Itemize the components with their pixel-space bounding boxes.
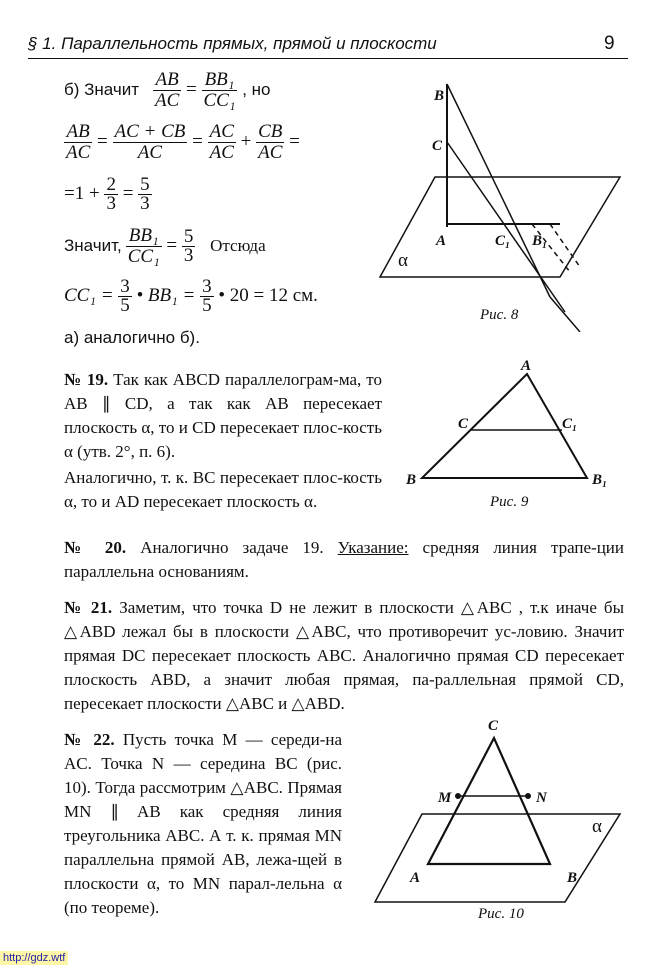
page-number: 9 — [604, 33, 615, 54]
fig10-label-n: N — [536, 790, 547, 806]
problem-21-number: № 21. — [64, 598, 113, 617]
figure-9 — [402, 360, 622, 495]
solution-b-equation: $\frac{AB}{AC}$ = $\frac{AC + CB}{AC}$ = $\frac{AC}{AC}$ + $\frac{CB}{AC}$ = — [66, 121, 300, 163]
fraction-bb1-cc1: $\frac{\text{BB₁}}{\text{CC₁}}$ — [203, 69, 236, 111]
fig8-label-c: C — [432, 138, 443, 154]
fig9-label-b1: B₁ — [592, 472, 608, 488]
fig9-label-a: A — [521, 360, 532, 374]
problem-19-text1: Так как ABCD параллелограм-ма, то AB ∥ CD, а так как AB пересекает плоскость α, то и CD пересекает плос-кость α (утв. 2°, п. 6). — [64, 370, 382, 461]
problem-22-number: № 22. — [64, 730, 115, 749]
solution-a-text: а) аналогично б). — [64, 328, 200, 347]
fig8-dashed-2 — [550, 224, 580, 267]
fraction-bb1-cc1-2: $\frac{\text{BB₁}}{\text{CC₁}}$ — [127, 225, 160, 267]
fraction-5-3-b: $\frac{5}{3}$ — [183, 226, 194, 266]
fig8-label-alpha: α — [398, 250, 408, 271]
fig10-label-m: M — [438, 790, 452, 806]
fraction-3-5: $\frac{3}{5}$ — [120, 276, 130, 316]
fig8-label-a: A — [436, 233, 447, 249]
solution-b-line1: б) Значит $\frac{AB}{AC}$ = $\frac{\text{BB₁}}{\text{CC₁}}$ , но — [64, 69, 271, 111]
fig10-label-c: C — [488, 718, 499, 734]
fig10-point-m — [455, 793, 461, 799]
fig10-label-b: B — [567, 870, 578, 886]
figure-8 — [370, 72, 630, 332]
fig8-label-b1: B₁ — [532, 233, 548, 249]
fraction-5-3: $\frac{5}{3}$ — [140, 174, 150, 214]
problem-19 — [64, 368, 382, 464]
problem-20-number: № 20. — [64, 538, 127, 557]
fig10-label-alpha: α — [592, 816, 602, 837]
fraction-acplcb-ac: $\frac{AC + CB}{AC}$ — [114, 121, 186, 163]
fraction-ab-ac: $\frac{AB}{AC}$ — [155, 69, 180, 111]
fraction-ab-ac-2: $\frac{AB}{AC}$ — [66, 121, 91, 163]
problem-22: № 22. Пусть точка M — середи-на AC. Точка N — середина BC (рис. 10). Тогда рассмотрим △ABC. Прямая MN ∥ AB как средняя линия треугольника ABC. А т. к. прямая MN параллельна прямой AB, лежа-щей в плоскости α, то MN парал-лельна α (по теореме). — [64, 730, 342, 917]
solution-b-line3: =1 + $\frac{2}{3}$ = $\frac{5}{3}$ — [64, 174, 150, 214]
problem-20-hint: Указание: — [337, 538, 409, 557]
solution-b-but: , но — [242, 79, 271, 99]
solution-b-intro: б) Значит — [64, 79, 139, 99]
fig10-point-n — [525, 793, 531, 799]
header-rule — [28, 58, 628, 59]
problem-20: № 20. Аналогично задаче 19. Указание: средняя линия трапе-ции параллельна основаниям. — [64, 538, 624, 581]
source-link[interactable]: http://gdz.wtf — [0, 951, 68, 965]
page-header-title: § 1. Параллельность прямых, прямой и плоскости — [28, 34, 437, 53]
fig9-label-c: C — [458, 416, 469, 432]
fig8-line-cc1 — [447, 142, 565, 312]
fig8-line-bb1 — [447, 84, 550, 297]
fraction-2-3: $\frac{2}{3}$ — [106, 174, 116, 214]
fig10-label-a: A — [410, 870, 421, 886]
solution-b-line5: CC₁ = $\frac{3}{5}$ • BB₁ = $\frac{3}{5}$ • 20 = 12 см. — [64, 276, 318, 316]
problem-19-number: № 19. — [64, 370, 109, 389]
fraction-ac-ac: $\frac{AC}{AC}$ — [209, 121, 234, 163]
fig8-label-c1: C₁ — [495, 233, 511, 249]
fig8-caption: Рис. 8 — [480, 307, 519, 323]
fig9-label-b: B — [406, 472, 417, 488]
fraction-cb-ac: $\frac{CB}{AC}$ — [258, 121, 283, 163]
fig9-caption: Рис. 9 — [490, 494, 529, 510]
fig10-plane-alpha — [375, 814, 620, 902]
figure-10 — [370, 714, 630, 914]
fig8-line-bb1-tail — [550, 297, 580, 332]
fig9-label-c1: C₁ — [562, 416, 578, 432]
fig8-label-b: B — [434, 88, 445, 104]
fraction-3-5-b: $\frac{3}{5}$ — [202, 276, 212, 316]
fig10-caption: Рис. 10 — [478, 906, 524, 922]
problem-21: № 21. Заметим, что точка D не лежит в плоскости △ABC , т.к иначе бы △ABD лежал бы в плоскости △ABC, что противоречит ус-ловию. Значит прямая DC пересекает плоскость ABC. Аналогично прямая CD пересекает плоскость ABD, а значит любая прямая, па-раллельная прямой CD, пересекает плоскости △ABC и △ABD. — [64, 598, 625, 713]
problem-19-text2: Аналогично, т. к. BC пересекает плос-кость α, то и AD пересекает плоскость α. — [64, 468, 382, 511]
solution-b-line4: Значит, $\frac{\text{BB₁}}{\text{CC₁}}$ = $\frac{5}{3}$ Отсюда — [64, 225, 266, 267]
